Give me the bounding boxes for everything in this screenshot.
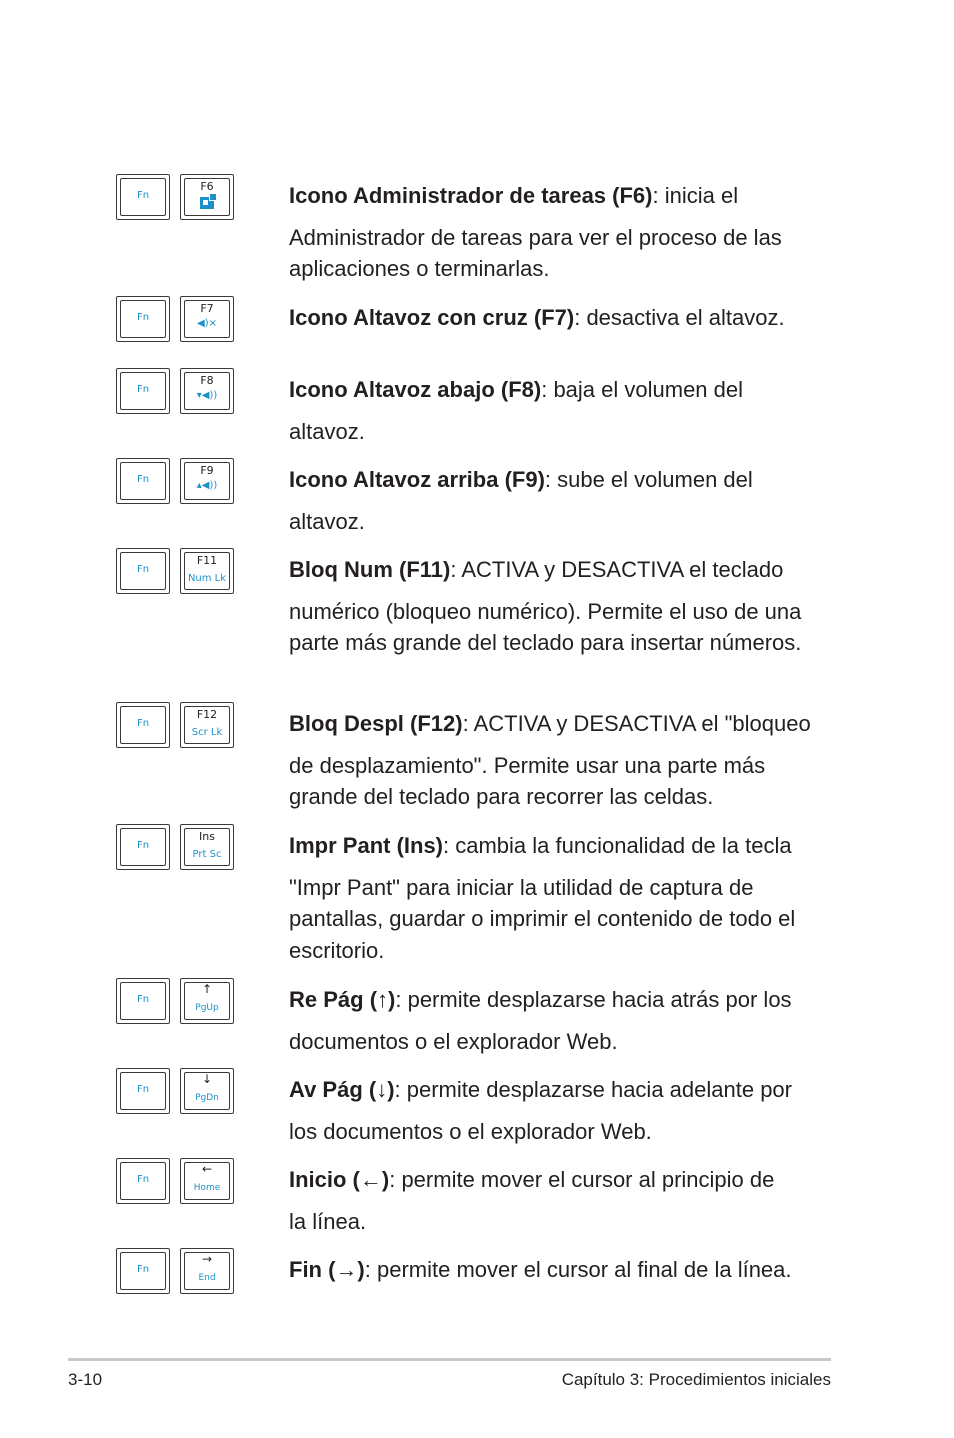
- volume-down-icon: ▾◀)): [196, 390, 218, 401]
- fn-key-label: Fn: [136, 1264, 150, 1275]
- entry-desc-first: : permite desplazarse hacia atrás por los: [395, 987, 792, 1012]
- entry-text: [289, 708, 834, 813]
- entry-desc-first: : inicia el: [652, 183, 739, 208]
- page-number: 3-10: [68, 1370, 103, 1389]
- entry-desc-rest: los documentos o el explorador Web.: [289, 1118, 652, 1144]
- fn-key: [116, 368, 170, 414]
- f8-key-label: F8: [200, 374, 214, 387]
- entry-desc-first: : permite mover el cursor al final de la línea.: [364, 1257, 792, 1282]
- entry-desc-first: : baja el volumen del: [541, 377, 744, 402]
- fn-key-label: Fn: [136, 190, 150, 201]
- fn-key-label: Fn: [136, 994, 150, 1005]
- entry-text: [289, 464, 834, 537]
- entry-title: Icono Altavoz abajo (F8): [289, 377, 542, 402]
- pgdn-key: [180, 1068, 234, 1114]
- entry-desc-rest: altavoz.: [289, 418, 365, 444]
- entry-desc-first: : ACTIVA y DESACTIVA el "bloqueo: [462, 711, 811, 736]
- entry-desc-rest: la línea.: [289, 1208, 367, 1234]
- fn-key: [116, 458, 170, 504]
- fn-key: [116, 1068, 170, 1114]
- entry-text: [289, 984, 834, 1057]
- f11-key: [180, 548, 234, 594]
- fn-key: [116, 702, 170, 748]
- entry-desc-rest: "Impr Pant" para iniciar la utilidad de captura de pantallas, guardar o imprimir el contenido de todo el escritorio.: [289, 874, 796, 963]
- entry-title: Icono Altavoz con cruz (F7): [289, 305, 575, 330]
- fn-key-label: Fn: [136, 564, 150, 575]
- num-lock-label: Num Lk: [187, 573, 227, 584]
- fn-key-label: Fn: [136, 1174, 150, 1185]
- footer-rule: [68, 1358, 831, 1361]
- fn-key: [116, 548, 170, 594]
- entry-text: [289, 830, 834, 966]
- entry-title: Av Pág (↓): [289, 1077, 395, 1102]
- f8-key: [180, 368, 234, 414]
- f9-key-label: F9: [200, 464, 214, 477]
- speaker-mute-icon: ◀)⨯: [197, 318, 217, 329]
- f11-key-label: F11: [196, 554, 218, 567]
- pgup-key: [180, 978, 234, 1024]
- pgup-label: PgUp: [195, 1003, 219, 1013]
- entry-text: [289, 1164, 834, 1237]
- fn-key: [116, 824, 170, 870]
- entry-text: [289, 180, 834, 285]
- entry-text: [289, 1074, 834, 1147]
- entry-title: Impr Pant (Ins): [289, 833, 444, 858]
- arrow-down-icon: ↓: [201, 1072, 213, 1086]
- entry-desc-first: : permite mover el cursor al principio de: [389, 1167, 775, 1192]
- end-label: End: [198, 1273, 216, 1283]
- entry-title: Icono Administrador de tareas (F6): [289, 183, 653, 208]
- fn-key-label: Fn: [136, 1084, 150, 1095]
- entry-title: Re Pág (↑): [289, 987, 396, 1012]
- f7-key-label: F7: [200, 302, 214, 315]
- print-screen-label: Prt Sc: [192, 849, 222, 860]
- fn-key-label: Fn: [136, 312, 150, 323]
- entry-title: Bloq Despl (F12): [289, 711, 463, 736]
- scroll-lock-label: Scr Lk: [191, 727, 223, 738]
- f12-key-label: F12: [196, 708, 218, 721]
- entry-desc-first: : sube el volumen del: [544, 467, 753, 492]
- home-key: [180, 1158, 234, 1204]
- f9-key: [180, 458, 234, 504]
- entry-text: [289, 374, 834, 447]
- ins-key: [180, 824, 234, 870]
- entry-desc-rest: numérico (bloqueo numérico). Permite el uso de una parte más grande del teclado para insertar números.: [289, 598, 802, 655]
- entry-text: [289, 1254, 834, 1296]
- fn-key: [116, 174, 170, 220]
- entry-desc-first: : ACTIVA y DESACTIVA el teclado: [450, 557, 784, 582]
- home-label: Home: [193, 1183, 221, 1193]
- arrow-right-icon: →: [201, 1252, 213, 1266]
- f6-key-label: F6: [200, 180, 214, 193]
- ins-key-label: Ins: [199, 830, 215, 843]
- f6-key: [180, 174, 234, 220]
- entry-text: [289, 554, 834, 659]
- arrow-left-icon: ←: [201, 1162, 213, 1176]
- end-key: [180, 1248, 234, 1294]
- fn-key-label: Fn: [136, 718, 150, 729]
- entry-desc-first: : permite desplazarse hacia adelante por: [394, 1077, 792, 1102]
- entry-title: Bloq Num (F11): [289, 557, 451, 582]
- entry-desc-rest: documentos o el explorador Web.: [289, 1028, 618, 1054]
- fn-key: [116, 296, 170, 342]
- arrow-up-icon: ↑: [201, 982, 213, 996]
- entry-desc-rest: altavoz.: [289, 508, 365, 534]
- f7-key: [180, 296, 234, 342]
- fn-key: [116, 1248, 170, 1294]
- entry-title: Icono Altavoz arriba (F9): [289, 467, 545, 492]
- fn-key-label: Fn: [136, 840, 150, 851]
- f12-key: [180, 702, 234, 748]
- entry-desc-rest: de desplazamiento". Permite usar una parte más grande del teclado para recorrer las celdas.: [289, 752, 766, 809]
- chapter-title: Capítulo 3: Procedimientos iniciales: [561, 1370, 831, 1389]
- fn-key-label: Fn: [136, 384, 150, 395]
- entry-text: [289, 302, 834, 344]
- entry-title: Inicio (←): [289, 1167, 390, 1192]
- entry-desc-first: : desactiva el altavoz.: [574, 305, 785, 330]
- task-manager-icon: [200, 197, 214, 209]
- fn-key: [116, 978, 170, 1024]
- entry-title: Fin (→): [289, 1257, 365, 1282]
- entry-desc-rest: Administrador de tareas para ver el proceso de las aplicaciones o terminarlas.: [289, 224, 782, 281]
- entry-desc-first: : cambia la funcionalidad de la tecla: [443, 833, 792, 858]
- fn-key-label: Fn: [136, 474, 150, 485]
- fn-key: [116, 1158, 170, 1204]
- pgdn-label: PgDn: [195, 1093, 219, 1103]
- volume-up-icon: ▴◀)): [196, 480, 218, 491]
